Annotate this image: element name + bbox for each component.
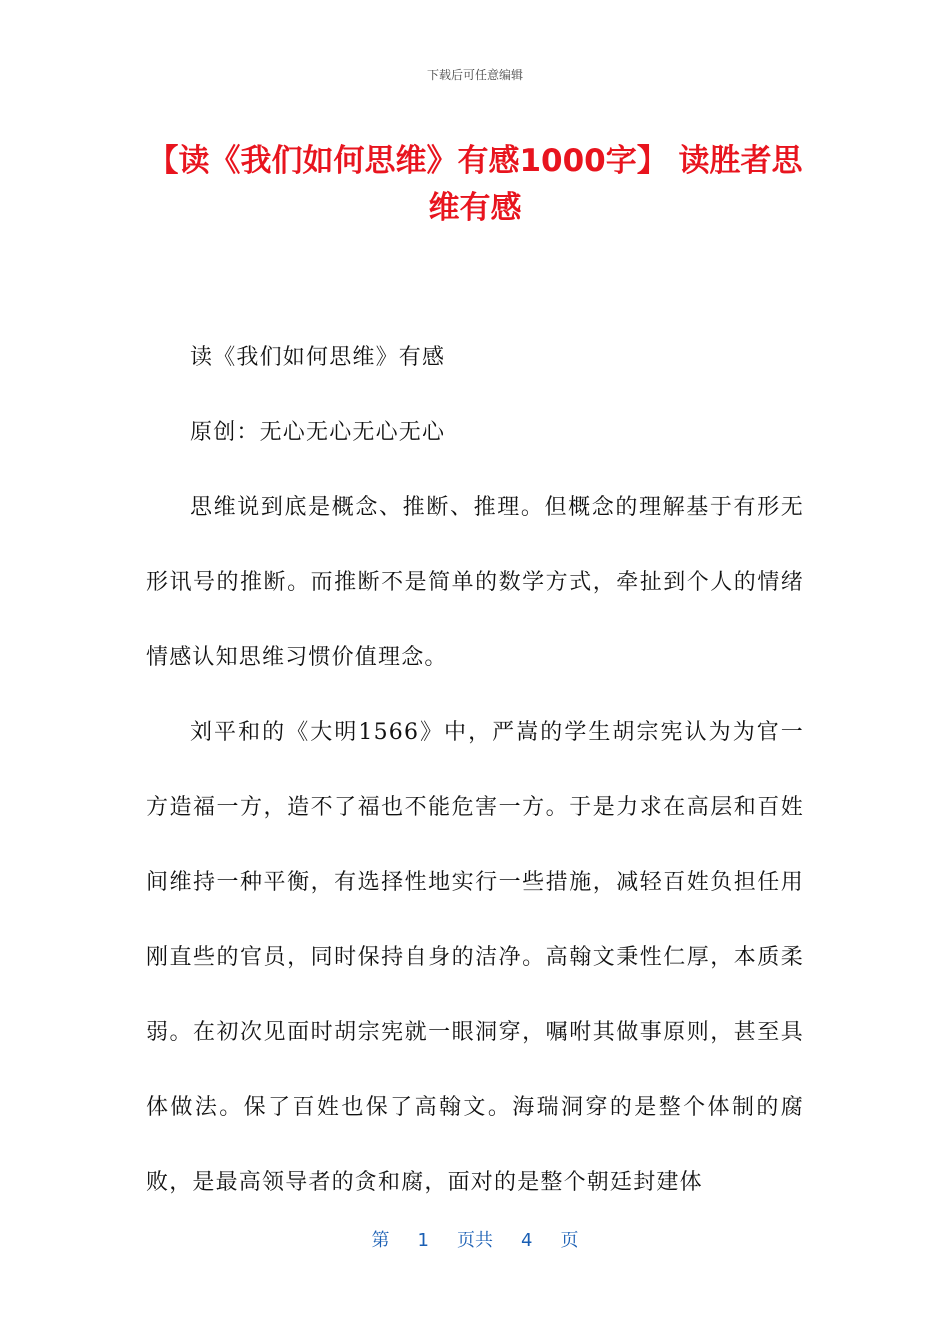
page-footer — [0, 1226, 950, 1252]
paragraph: 原创：无心无心无心无心 — [190, 420, 446, 445]
paragraph: 读《我们如何思维》有感 — [190, 345, 446, 370]
header-note: 下载后可任意编辑 — [426, 68, 523, 82]
page-current: 1 — [417, 1230, 429, 1251]
paragraph: 刘平和的《大明1566》中，严嵩的学生胡宗宪认为为官一方造福一方，造不了福也不能危害一方。于是力求在高层和百姓间维持一种平衡，有选择性地实行一些措施，减轻百姓负担任用刚直些的官员，同时保持自身的洁净。高翰文秉性仁厚，本质柔弱。在初次见面时胡宗宪就一眼洞穿，嘱咐其做事原则，甚至具体做法。保了百姓也保了高翰文。海瑞洞穿的是整个体制的腐败，是最高领导者的贪和腐，面对的是整个朝廷封建体 — [146, 720, 804, 1195]
page-label-suffix: 页 — [560, 1230, 579, 1251]
document-title: 【读《我们如何思维》有感1000字】 读胜者思维有感 — [147, 143, 803, 226]
page-total: 4 — [521, 1230, 533, 1251]
paragraph: 思维说到底是概念、推断、推理。但概念的理解基于有形无形讯号的推断。而推断不是简单的数学方式，牵扯到个人的情绪情感认知思维习惯价值理念。 — [146, 495, 804, 670]
page-label-prefix: 第 — [371, 1230, 390, 1251]
document-body — [146, 320, 804, 1220]
page-label-mid: 页共 — [457, 1230, 493, 1251]
